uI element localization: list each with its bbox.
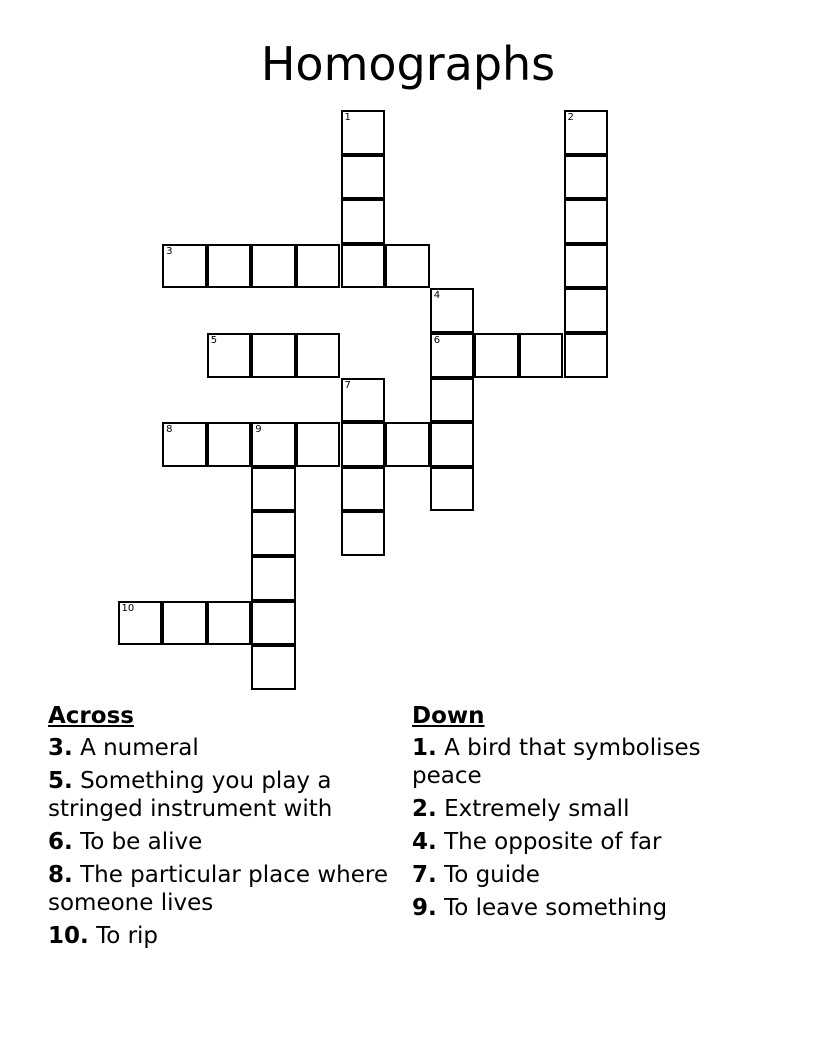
- grid-cell[interactable]: [341, 467, 386, 512]
- clue-text: Extremely small: [444, 796, 630, 822]
- grid-cell[interactable]: [251, 556, 296, 601]
- down-heading: Down: [412, 703, 485, 729]
- clue-text: A numeral: [80, 735, 199, 761]
- grid-cell[interactable]: [341, 422, 386, 467]
- grid-cell[interactable]: [162, 422, 207, 467]
- down-clues: [412, 702, 772, 927]
- clue-text: A bird that symbolises peace: [412, 735, 701, 789]
- grid-cell[interactable]: [385, 422, 430, 467]
- cell-number: 10: [121, 602, 135, 614]
- grid-cell[interactable]: [341, 378, 386, 423]
- grid-cell[interactable]: [385, 244, 430, 289]
- across-clues: [48, 702, 388, 955]
- grid-cell[interactable]: [251, 467, 296, 512]
- grid-cell[interactable]: [207, 244, 252, 289]
- grid-cell[interactable]: [251, 333, 296, 378]
- grid-cell[interactable]: [430, 467, 475, 512]
- cell-number: 5: [210, 335, 218, 346]
- grid-cell[interactable]: [207, 601, 252, 646]
- grid-cell[interactable]: [564, 288, 609, 333]
- grid-cell[interactable]: [296, 244, 341, 289]
- cell-number: 7: [344, 379, 351, 391]
- grid-cell[interactable]: [341, 244, 386, 289]
- clue-text: To leave something: [444, 895, 668, 921]
- grid-cell[interactable]: [162, 601, 207, 646]
- clue-number: 1.: [412, 735, 437, 761]
- clue-down-7: [412, 861, 772, 889]
- grid-cell[interactable]: [251, 645, 296, 690]
- grid-cell[interactable]: [296, 333, 341, 378]
- grid-cell[interactable]: [341, 199, 386, 244]
- clue-number: 7.: [412, 862, 437, 888]
- grid-cell[interactable]: [207, 333, 252, 378]
- across-heading: Across: [48, 703, 134, 729]
- clue-text: Something you play a stringed instrument with: [48, 768, 333, 822]
- clue-across-6: [48, 828, 388, 856]
- grid-cell[interactable]: [341, 155, 386, 200]
- grid-cell[interactable]: [474, 333, 519, 378]
- clue-number: 3.: [48, 735, 73, 761]
- grid-cell[interactable]: [251, 601, 296, 646]
- clue-number: 5.: [48, 768, 73, 794]
- grid-cell[interactable]: [564, 155, 609, 200]
- clue-number: 10.: [48, 923, 89, 949]
- cell-number: 1: [344, 112, 351, 123]
- grid-cell[interactable]: [251, 422, 296, 467]
- grid-cell[interactable]: [430, 422, 475, 467]
- clue-text: To rip: [96, 923, 159, 949]
- clue-down-4: [412, 828, 772, 856]
- grid-cell[interactable]: [564, 333, 609, 378]
- grid-cell[interactable]: [341, 110, 386, 155]
- cell-number: 3: [166, 245, 173, 257]
- grid-cell[interactable]: [251, 244, 296, 289]
- clue-across-5: [48, 767, 388, 823]
- grid-cell[interactable]: [430, 378, 475, 423]
- clue-across-8: [48, 861, 388, 917]
- cell-number: 8: [166, 424, 173, 436]
- grid-cell[interactable]: [341, 511, 386, 556]
- cell-number: 9: [255, 424, 262, 436]
- grid-cell[interactable]: [564, 110, 609, 155]
- clue-number: 6.: [48, 829, 73, 855]
- grid-cell[interactable]: [251, 511, 296, 556]
- puzzle-title: Homographs: [260, 37, 556, 91]
- clue-text: The particular place where someone lives: [48, 862, 389, 916]
- grid-cell[interactable]: [162, 244, 207, 289]
- clue-number: 9.: [412, 895, 437, 921]
- clue-number: 8.: [48, 862, 73, 888]
- grid-cell[interactable]: [118, 601, 163, 646]
- clue-across-10: [48, 922, 388, 950]
- clue-down-9: [412, 894, 772, 922]
- clue-number: 2.: [412, 796, 437, 822]
- grid-cell[interactable]: [564, 199, 609, 244]
- grid-cell[interactable]: [519, 333, 564, 378]
- clue-text: The opposite of far: [444, 829, 662, 855]
- clue-text: To be alive: [80, 829, 203, 855]
- grid-cell[interactable]: [564, 244, 609, 289]
- grid-cell[interactable]: [296, 422, 341, 467]
- clue-down-2: [412, 795, 772, 823]
- grid-cell[interactable]: [430, 288, 475, 333]
- cell-number: 4: [433, 290, 441, 302]
- cell-number: 6: [433, 335, 441, 346]
- clue-text: To guide: [444, 862, 540, 888]
- grid-cell[interactable]: [430, 333, 475, 378]
- clue-down-1: [412, 734, 772, 790]
- clue-across-3: [48, 734, 388, 762]
- clue-number: 4.: [412, 829, 437, 855]
- grid-cell[interactable]: [207, 422, 252, 467]
- cell-number: 2: [567, 112, 574, 123]
